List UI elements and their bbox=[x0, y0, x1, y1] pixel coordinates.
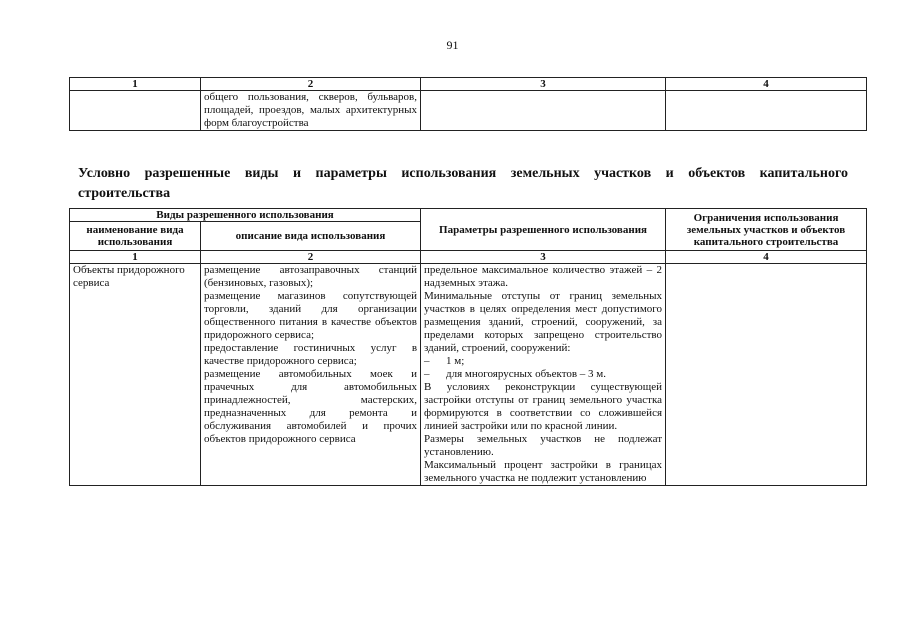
header-row bbox=[70, 209, 867, 222]
table-row bbox=[70, 264, 867, 486]
table-row bbox=[70, 91, 867, 131]
param-reconstruction: В условиях реконструкции существующей застройки отступы от границ земельного участка формируются в соответствии со сложившейся линией застройки или по красной линии. bbox=[424, 381, 663, 432]
setback-item bbox=[424, 355, 662, 368]
table-cell: общего пользования, скверов, бульваров, площадей, проездов, малых архитектурных форм благоустройства bbox=[201, 91, 421, 131]
header-use-name: наименование вида использования bbox=[70, 222, 201, 251]
column-number: 3 bbox=[421, 78, 666, 91]
column-number: 1 bbox=[70, 251, 201, 264]
dash-marker: – bbox=[424, 355, 430, 367]
column-number: 3 bbox=[421, 251, 666, 264]
description-item: размещение автозаправочных станций (бензиновых, газовых); bbox=[204, 264, 418, 289]
dash-marker: – bbox=[424, 368, 430, 380]
header-parameters: Параметры разрешенного использования bbox=[421, 209, 666, 251]
use-name-cell bbox=[70, 264, 201, 486]
column-number: 1 bbox=[70, 78, 201, 91]
page-number: 91 bbox=[446, 38, 459, 52]
column-number-row bbox=[70, 251, 867, 264]
column-number: 2 bbox=[201, 251, 421, 264]
column-number: 2 bbox=[201, 78, 421, 91]
setback-text: 1 м; bbox=[446, 355, 465, 367]
table-cell bbox=[70, 91, 201, 131]
conditional-uses-table bbox=[69, 208, 867, 486]
setback-item bbox=[424, 368, 662, 381]
description-item: предоставление гостиничных услуг в качестве придорожного сервиса; bbox=[204, 342, 418, 367]
param-plot-sizes: Размеры земельных участков не подлежат установлению. bbox=[424, 433, 663, 458]
section-heading: Условно разрешенные виды и параметры использования земельных участков и объектов капитального строительства bbox=[78, 166, 848, 201]
column-number: 4 bbox=[666, 78, 867, 91]
use-name: Объекты придорожного сервиса bbox=[73, 264, 185, 289]
description-item: размещение автомобильных моек и прачечных для автомобильных принадлежностей, мастерских, предназначенных для ремонта и обслуживания автомобилей и прочих объектов придорожного сервиса bbox=[204, 368, 418, 445]
restrictions-cell bbox=[666, 264, 867, 486]
use-description-cell bbox=[201, 264, 421, 486]
header-uses-group: Виды разрешенного использования bbox=[70, 209, 421, 222]
table-cell bbox=[421, 91, 666, 131]
column-number: 4 bbox=[666, 251, 867, 264]
param-build-percent: Максимальный процент застройки в границах земельного участка не подлежит установлению bbox=[424, 459, 663, 484]
param-setbacks-intro: Минимальные отступы от границ земельных участков в целях определения мест допустимого размещения зданий, строений, сооружений, за пределами которых запрещено строительство зданий, строений, сооружений: bbox=[424, 290, 663, 354]
description-item: размещение магазинов сопутствующей торговли, зданий для организации общественного питания в качестве объектов придорожного сервиса; bbox=[204, 290, 418, 341]
column-number-row bbox=[70, 78, 867, 91]
table-cell bbox=[666, 91, 867, 131]
header-restrictions: Ограничения использования земельных участков и объектов капитального строительства bbox=[666, 209, 867, 251]
parameters-cell bbox=[421, 264, 666, 486]
setback-text: для многоярусных объектов – 3 м. bbox=[446, 368, 607, 380]
param-max-floors: предельное максимальное количество этажей – 2 надземных этажа. bbox=[424, 264, 663, 289]
header-use-description: описание вида использования bbox=[201, 222, 421, 251]
continued-table bbox=[69, 77, 867, 131]
